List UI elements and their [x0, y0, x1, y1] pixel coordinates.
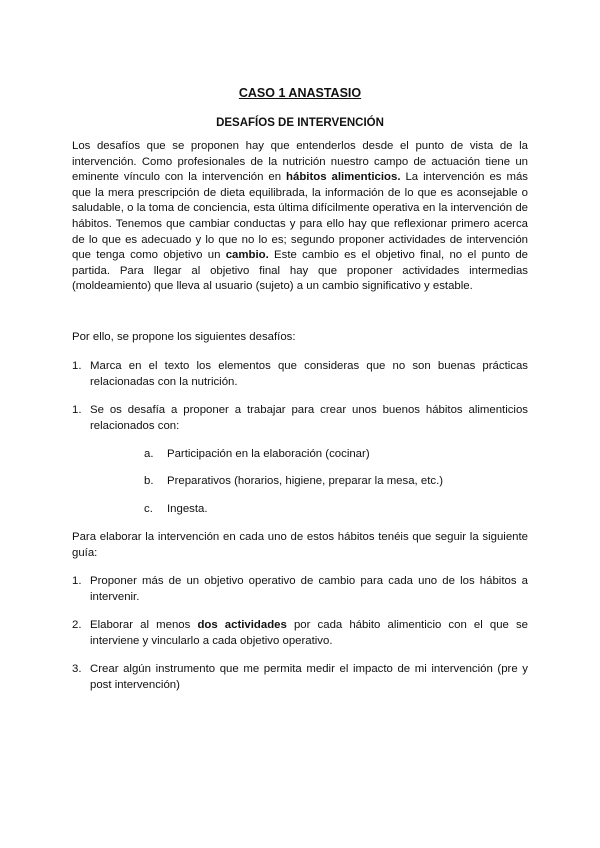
section-heading: DESAFÍOS DE INTERVENCIÓN [216, 117, 384, 129]
sub-item-text: Preparativos (horarios, higiene, preparar la mesa, etc.) [167, 475, 444, 487]
intro-text-1: Los desafíos que se proponen hay que entenderlos desde el punto de vista de la intervención. Como profesionales de la nutrición nuestro campo de actuación tiene un eminente vínculo con la intervención en [72, 140, 528, 184]
challenge-text: Se os desafía a proponer a trabajar para crear unos buenos hábitos alimenticios relacionados con: [90, 404, 528, 432]
guide-number: 1. [72, 575, 82, 587]
guide-number: 3. [72, 663, 82, 675]
sub-item-b [144, 474, 528, 490]
sub-item-text: Participación en la elaboración (cocinar) [167, 448, 370, 460]
guide-item-1 [72, 574, 528, 605]
document-title: CASO 1 ANASTASIO [238, 86, 362, 100]
guide-item-2 [72, 618, 528, 649]
intro-bold-habitos: hábitos alimenticios. [286, 171, 401, 184]
guide-text [90, 618, 528, 649]
sub-item-letter: b. [144, 475, 154, 487]
intro-text-3: Este cambio es el objetivo final, no el punto de partida. Para llegar al objetivo final hay que proponer actividades intermedias (moldeamiento) que lleva al usuario (sujeto) a un cambio significativo y estable. [72, 249, 528, 293]
intro-text-2: La intervención es más que la mera prescripción de dieta equilibrada, la información de lo que es aconsejable o saludable, o la toma de conciencia, esta última difícilmente operativa en la intervención de hábitos. Tenemos que cambiar conductas y para ello hay que reflexionar primero acerca de lo que es adecuado y lo que no lo es; segundo proponer actividades de intervención que tenga como objetivo un [72, 171, 528, 262]
guide-text-part-2: por cada hábito alimenticio con el que se interviene y vincularlo a cada objetivo operativo. [90, 619, 529, 647]
guide-item-3 [72, 662, 528, 693]
sub-item-letter: a. [144, 448, 154, 460]
guide-text: Crear algún instrumento que me permita medir el impacto de mi intervención (pre y post intervención) [90, 663, 528, 691]
guide-text-part-1: Elaborar al menos [90, 619, 198, 631]
guide-text: Proponer más de un objetivo operativo de cambio para cada uno de los hábitos a intervenir. [90, 575, 528, 603]
intro-bold-cambio: cambio. [225, 249, 269, 262]
guide-bold-dos-actividades: dos actividades [197, 619, 287, 631]
sub-item-text: Ingesta. [167, 503, 208, 515]
lead-in-text: Por ello, se propone los siguientes desafíos: [72, 331, 296, 343]
guide-intro-paragraph: Para elaborar la intervención en cada uno de estos hábitos tenéis que seguir la siguiente guía: [72, 531, 528, 559]
challenge-number: 1. [72, 360, 82, 372]
intro-paragraph [72, 139, 528, 295]
sub-item-c [144, 502, 528, 518]
guide-number: 2. [72, 619, 82, 631]
challenge-text: Marca en el texto los elementos que consideras que no son buenas prácticas relacionadas con la nutrición. [90, 360, 528, 388]
challenge-number: 1. [72, 404, 82, 416]
challenge-item-2 [72, 403, 528, 434]
sub-item-a [144, 447, 528, 463]
challenge-item-1 [72, 359, 528, 390]
sub-item-letter: c. [144, 503, 153, 515]
